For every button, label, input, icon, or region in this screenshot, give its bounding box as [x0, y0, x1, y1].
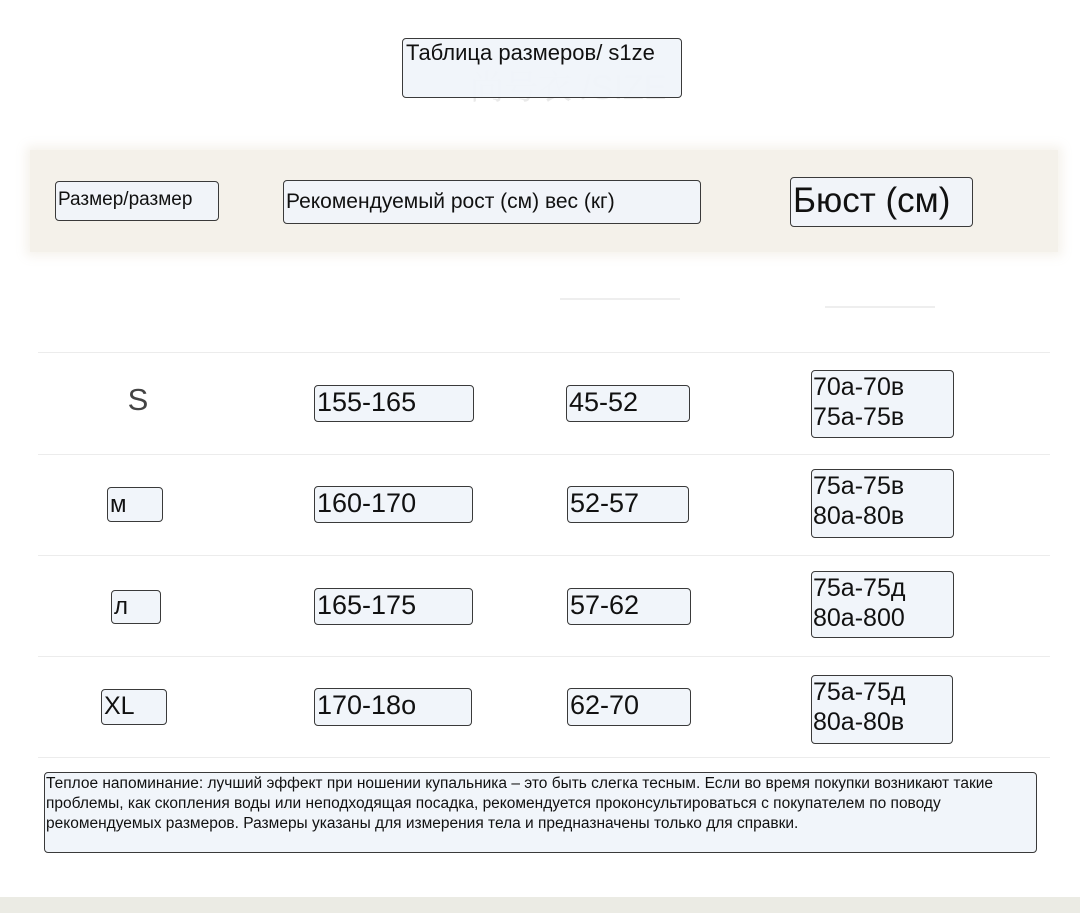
header-underline-right — [825, 306, 935, 308]
row-divider — [38, 454, 1050, 455]
bottom-band — [0, 897, 1080, 913]
row-3-height: 165-175 — [314, 588, 473, 625]
size-note: Теплое напоминание: лучший эффект при ношении купальника – это быть слегка тесным. Если во время покупки возникают такие проблемы, как скопления воды или неподходящая посадка, рекомендуется проконсультироваться с покупателем по поводу рекомендуемых размеров. Размеры указаны для измерения тела и предназначены только для справки. — [44, 772, 1037, 853]
row-divider — [38, 757, 1050, 758]
row-3-size: л — [111, 590, 161, 624]
row-3-bust-line-1: 75а-75д — [813, 574, 906, 602]
header-underline-left — [560, 298, 680, 300]
row-3-weight: 57-62 — [567, 588, 691, 625]
row-2-bust — [811, 469, 954, 538]
header-height-weight: Рекомендуемый рост (см) вес (кг) — [283, 180, 701, 224]
row-2-size: м — [107, 487, 163, 522]
row-1-bust-line-1: 70а-70в — [813, 373, 905, 401]
header-size: Размер/размер — [55, 181, 219, 221]
row-divider — [38, 656, 1050, 657]
row-2-bust-line-2: 80а-80в — [813, 502, 905, 530]
row-4-weight: 62-70 — [567, 688, 691, 726]
row-4-height: 170-18о — [314, 688, 472, 726]
row-1-bust — [811, 370, 954, 438]
row-4-size: XL — [101, 689, 167, 725]
row-1-size: S — [127, 382, 149, 417]
page-title: Таблица размеров/ s1ze — [402, 38, 682, 98]
row-1-bust-line-2: 75а-75в — [813, 403, 905, 431]
row-4-bust-line-1: 75а-75д — [813, 678, 906, 706]
row-3-bust — [811, 571, 954, 638]
row-2-bust-line-1: 75а-75в — [813, 472, 905, 500]
header-bust: Бюст (см) — [790, 177, 973, 227]
row-1-weight: 45-52 — [566, 385, 690, 422]
row-4-bust — [811, 675, 953, 744]
row-2-weight: 52-57 — [567, 486, 689, 523]
row-3-bust-line-2: 80а-800 — [813, 604, 905, 632]
row-4-bust-line-2: 80а-80в — [813, 708, 905, 736]
row-2-height: 160-170 — [314, 486, 473, 523]
row-divider — [38, 555, 1050, 556]
row-divider — [38, 352, 1050, 353]
row-1-height: 155-165 — [314, 385, 474, 422]
